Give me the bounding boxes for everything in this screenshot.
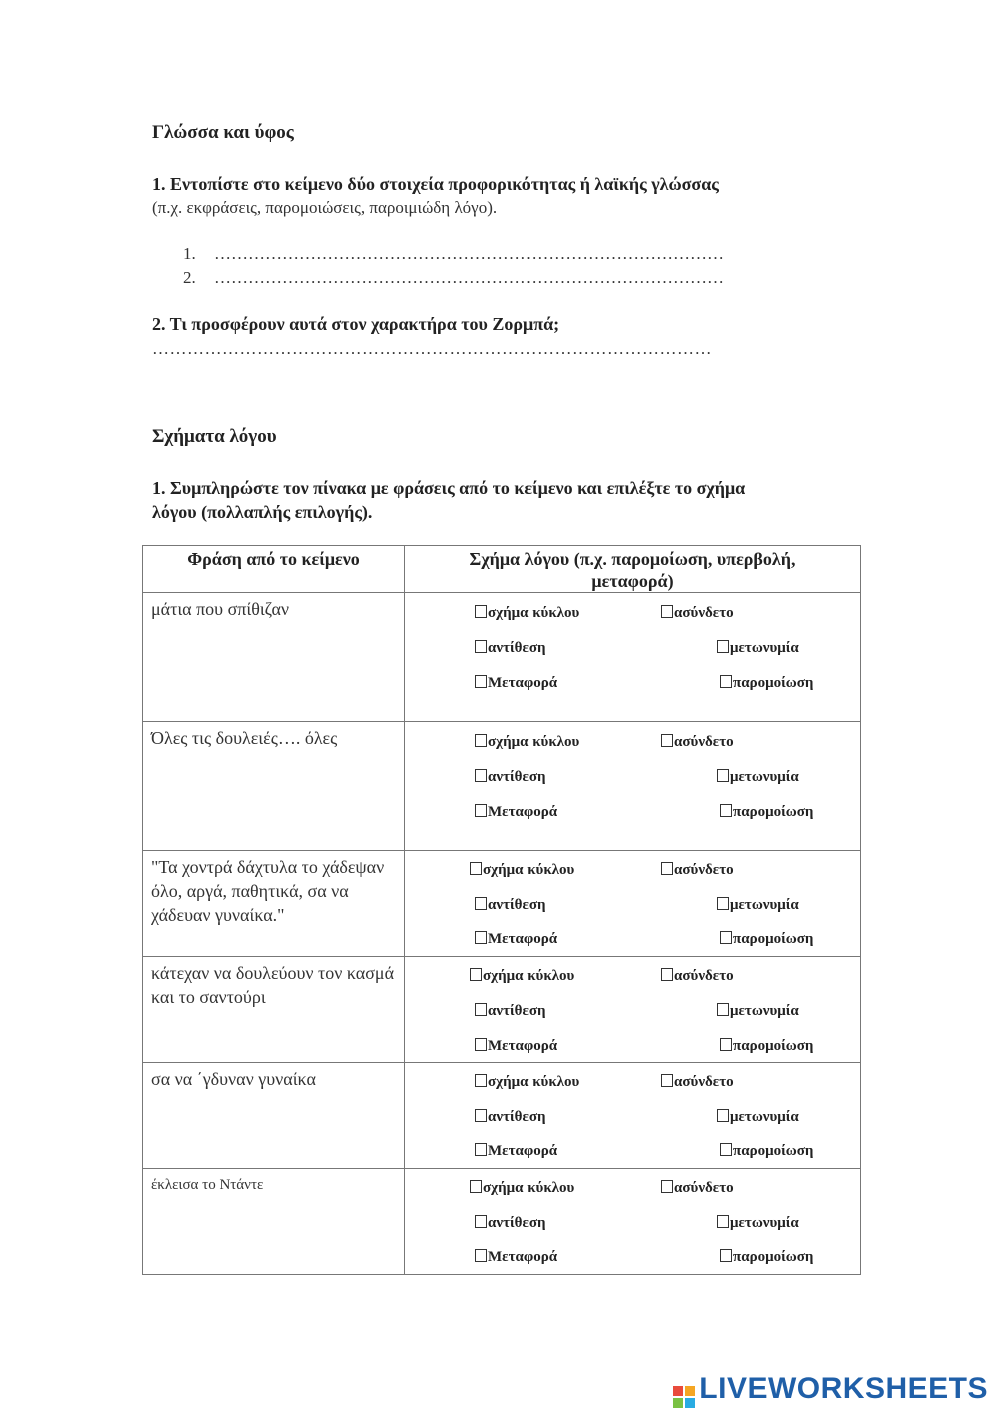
option-paromoiosi[interactable]: παρομοίωση — [720, 931, 813, 948]
answer-dots: ……………………………………………………………………………… — [214, 268, 724, 287]
option-schima-kyklou[interactable]: σχήμα κύκλου — [475, 1074, 579, 1091]
option-schima-kyklou[interactable]: σχήμα κύκλου — [475, 605, 579, 622]
option-paromoiosi[interactable]: παρομοίωση — [720, 675, 813, 692]
option-paromoiosi[interactable]: παρομοίωση — [720, 804, 813, 821]
checkbox-icon[interactable] — [475, 675, 487, 688]
phrase-cell[interactable]: σα να ΄γδυναν γυναίκα — [143, 1063, 405, 1169]
options-cell — [405, 1063, 861, 1169]
option-schima-kyklou[interactable]: σχήμα κύκλου — [475, 734, 579, 751]
options-cell — [405, 722, 861, 851]
question-1-subtitle: (π.χ. εκφράσεις, παρομοιώσεις, παροιμιώδη λόγο). — [152, 198, 498, 217]
checkbox-icon[interactable] — [475, 1074, 487, 1087]
checkbox-icon[interactable] — [475, 640, 487, 653]
option-asyndeto[interactable]: ασύνδετο — [661, 605, 734, 622]
checkbox-icon[interactable] — [475, 1249, 487, 1262]
option-metafora[interactable]: Μεταφορά — [475, 931, 557, 948]
option-metafora[interactable]: Μεταφορά — [475, 804, 557, 821]
brand-name: LIVEWORKSHEETS — [699, 1372, 988, 1405]
checkbox-icon[interactable] — [717, 769, 729, 782]
checkbox-icon[interactable] — [661, 968, 673, 981]
option-schima-kyklou[interactable]: σχήμα κύκλου — [470, 968, 574, 985]
figures-question-line-2: λόγου (πολλαπλής επιλογής). — [152, 502, 373, 522]
options-cell — [405, 1169, 861, 1275]
checkbox-icon[interactable] — [475, 1109, 487, 1122]
checkbox-icon[interactable] — [475, 734, 487, 747]
answer-dots: ……………………………………………………………………………… — [214, 244, 724, 263]
checkbox-icon[interactable] — [661, 734, 673, 747]
checkbox-icon[interactable] — [661, 605, 673, 618]
checkbox-icon[interactable] — [661, 1074, 673, 1087]
option-paromoiosi[interactable]: παρομοίωση — [720, 1143, 813, 1160]
option-metafora[interactable]: Μεταφορά — [475, 675, 557, 692]
table-row — [143, 593, 861, 722]
option-antithesi[interactable]: αντίθεση — [475, 640, 546, 657]
option-antithesi[interactable]: αντίθεση — [475, 897, 546, 914]
option-asyndeto[interactable]: ασύνδετο — [661, 1180, 734, 1197]
question-1-heading: 1. Εντοπίστε στο κείμενο δύο στοιχεία προφορικότητας ή λαϊκής γλώσσας — [152, 174, 719, 194]
checkbox-icon[interactable] — [720, 1038, 732, 1051]
phrase-cell[interactable]: Όλες τις δουλειές…. όλες — [143, 722, 405, 851]
option-metafora[interactable]: Μεταφορά — [475, 1038, 557, 1055]
option-metonymia[interactable]: μετωνυμία — [717, 897, 799, 914]
option-paromoiosi[interactable]: παρομοίωση — [720, 1038, 813, 1055]
checkbox-icon[interactable] — [475, 1038, 487, 1051]
figures-question-line-1: 1. Συμπληρώστε τον πίνακα με φράσεις από το κείμενο και επιλέξτε το σχήμα — [152, 478, 746, 498]
options-cell — [405, 851, 861, 957]
table-row — [143, 851, 861, 957]
checkbox-icon[interactable] — [717, 1109, 729, 1122]
table-row — [143, 1063, 861, 1169]
option-metonymia[interactable]: μετωνυμία — [717, 1003, 799, 1020]
table-row — [143, 1169, 861, 1275]
table-header-row — [143, 546, 861, 593]
checkbox-icon[interactable] — [470, 862, 482, 875]
option-metonymia[interactable]: μετωνυμία — [717, 640, 799, 657]
checkbox-icon[interactable] — [720, 675, 732, 688]
option-paromoiosi[interactable]: παρομοίωση — [720, 1249, 813, 1266]
checkbox-icon[interactable] — [475, 804, 487, 817]
phrase-cell[interactable]: έκλεισα το Ντάντε — [143, 1169, 405, 1275]
option-antithesi[interactable]: αντίθεση — [475, 1003, 546, 1020]
section-title-language: Γλώσσα και ύφος — [152, 122, 294, 143]
option-schima-kyklou[interactable]: σχήμα κύκλου — [470, 1180, 574, 1197]
answer-line-2[interactable] — [183, 268, 843, 288]
checkbox-icon[interactable] — [720, 1143, 732, 1156]
checkbox-icon[interactable] — [470, 1180, 482, 1193]
checkbox-icon[interactable] — [475, 1143, 487, 1156]
checkbox-icon[interactable] — [470, 968, 482, 981]
phrase-cell[interactable]: μάτια που σπίθιζαν — [143, 593, 405, 722]
checkbox-icon[interactable] — [717, 640, 729, 653]
answer-line-1[interactable] — [183, 244, 843, 264]
option-asyndeto[interactable]: ασύνδετο — [661, 968, 734, 985]
option-antithesi[interactable]: αντίθεση — [475, 1215, 546, 1232]
checkbox-icon[interactable] — [475, 931, 487, 944]
option-schima-kyklou[interactable]: σχήμα κύκλου — [470, 862, 574, 879]
checkbox-icon[interactable] — [475, 605, 487, 618]
checkbox-icon[interactable] — [720, 804, 732, 817]
checkbox-icon[interactable] — [720, 931, 732, 944]
checkbox-icon[interactable] — [717, 897, 729, 910]
options-cell — [405, 593, 861, 722]
phrase-cell[interactable]: "Τα χοντρά δάχτυλα το χάδεψαν όλο, αργά, παθητικά, σα να χάδευαν γυναίκα." — [143, 851, 405, 957]
question-2-heading: 2. Τι προσφέρουν αυτά στον χαρακτήρα του Ζορμπά; — [152, 314, 560, 334]
option-metafora[interactable]: Μεταφορά — [475, 1143, 557, 1160]
option-asyndeto[interactable]: ασύνδετο — [661, 734, 734, 751]
question-2-answer-line[interactable]: …………………………………………………………………………………… — [152, 339, 712, 358]
checkbox-icon[interactable] — [475, 769, 487, 782]
liveworksheets-logo[interactable] — [673, 1372, 988, 1408]
option-metonymia[interactable]: μετωνυμία — [717, 1109, 799, 1126]
option-asyndeto[interactable]: ασύνδετο — [661, 1074, 734, 1091]
table-row — [143, 957, 861, 1063]
phrase-cell[interactable]: κάτεχαν να δουλεύουν τον κασμά και το σαντούρι — [143, 957, 405, 1063]
option-antithesi[interactable]: αντίθεση — [475, 1109, 546, 1126]
checkbox-icon[interactable] — [661, 1180, 673, 1193]
option-metonymia[interactable]: μετωνυμία — [717, 769, 799, 786]
checkbox-icon[interactable] — [475, 1003, 487, 1016]
option-metonymia[interactable]: μετωνυμία — [717, 1215, 799, 1232]
options-cell — [405, 957, 861, 1063]
checkbox-icon[interactable] — [717, 1215, 729, 1228]
checkbox-icon[interactable] — [475, 897, 487, 910]
checkbox-icon[interactable] — [720, 1249, 732, 1262]
liveworksheets-logo-icon — [673, 1386, 695, 1408]
option-metafora[interactable]: Μεταφορά — [475, 1249, 557, 1266]
checkbox-icon[interactable] — [661, 862, 673, 875]
section-title-figures: Σχήματα λόγου — [152, 426, 277, 447]
answer-number: 2. — [183, 268, 196, 287]
checkbox-icon[interactable] — [717, 1003, 729, 1016]
answer-number: 1. — [183, 244, 196, 263]
header-phrase: Φράση από το κείμενο — [143, 546, 405, 593]
table-row — [143, 722, 861, 851]
header-figure: Σχήμα λόγου (π.χ. παρομοίωση, υπερβολή, μεταφορά) — [405, 546, 861, 593]
figures-table — [142, 545, 861, 1275]
option-asyndeto[interactable]: ασύνδετο — [661, 862, 734, 879]
checkbox-icon[interactable] — [475, 1215, 487, 1228]
option-antithesi[interactable]: αντίθεση — [475, 769, 546, 786]
